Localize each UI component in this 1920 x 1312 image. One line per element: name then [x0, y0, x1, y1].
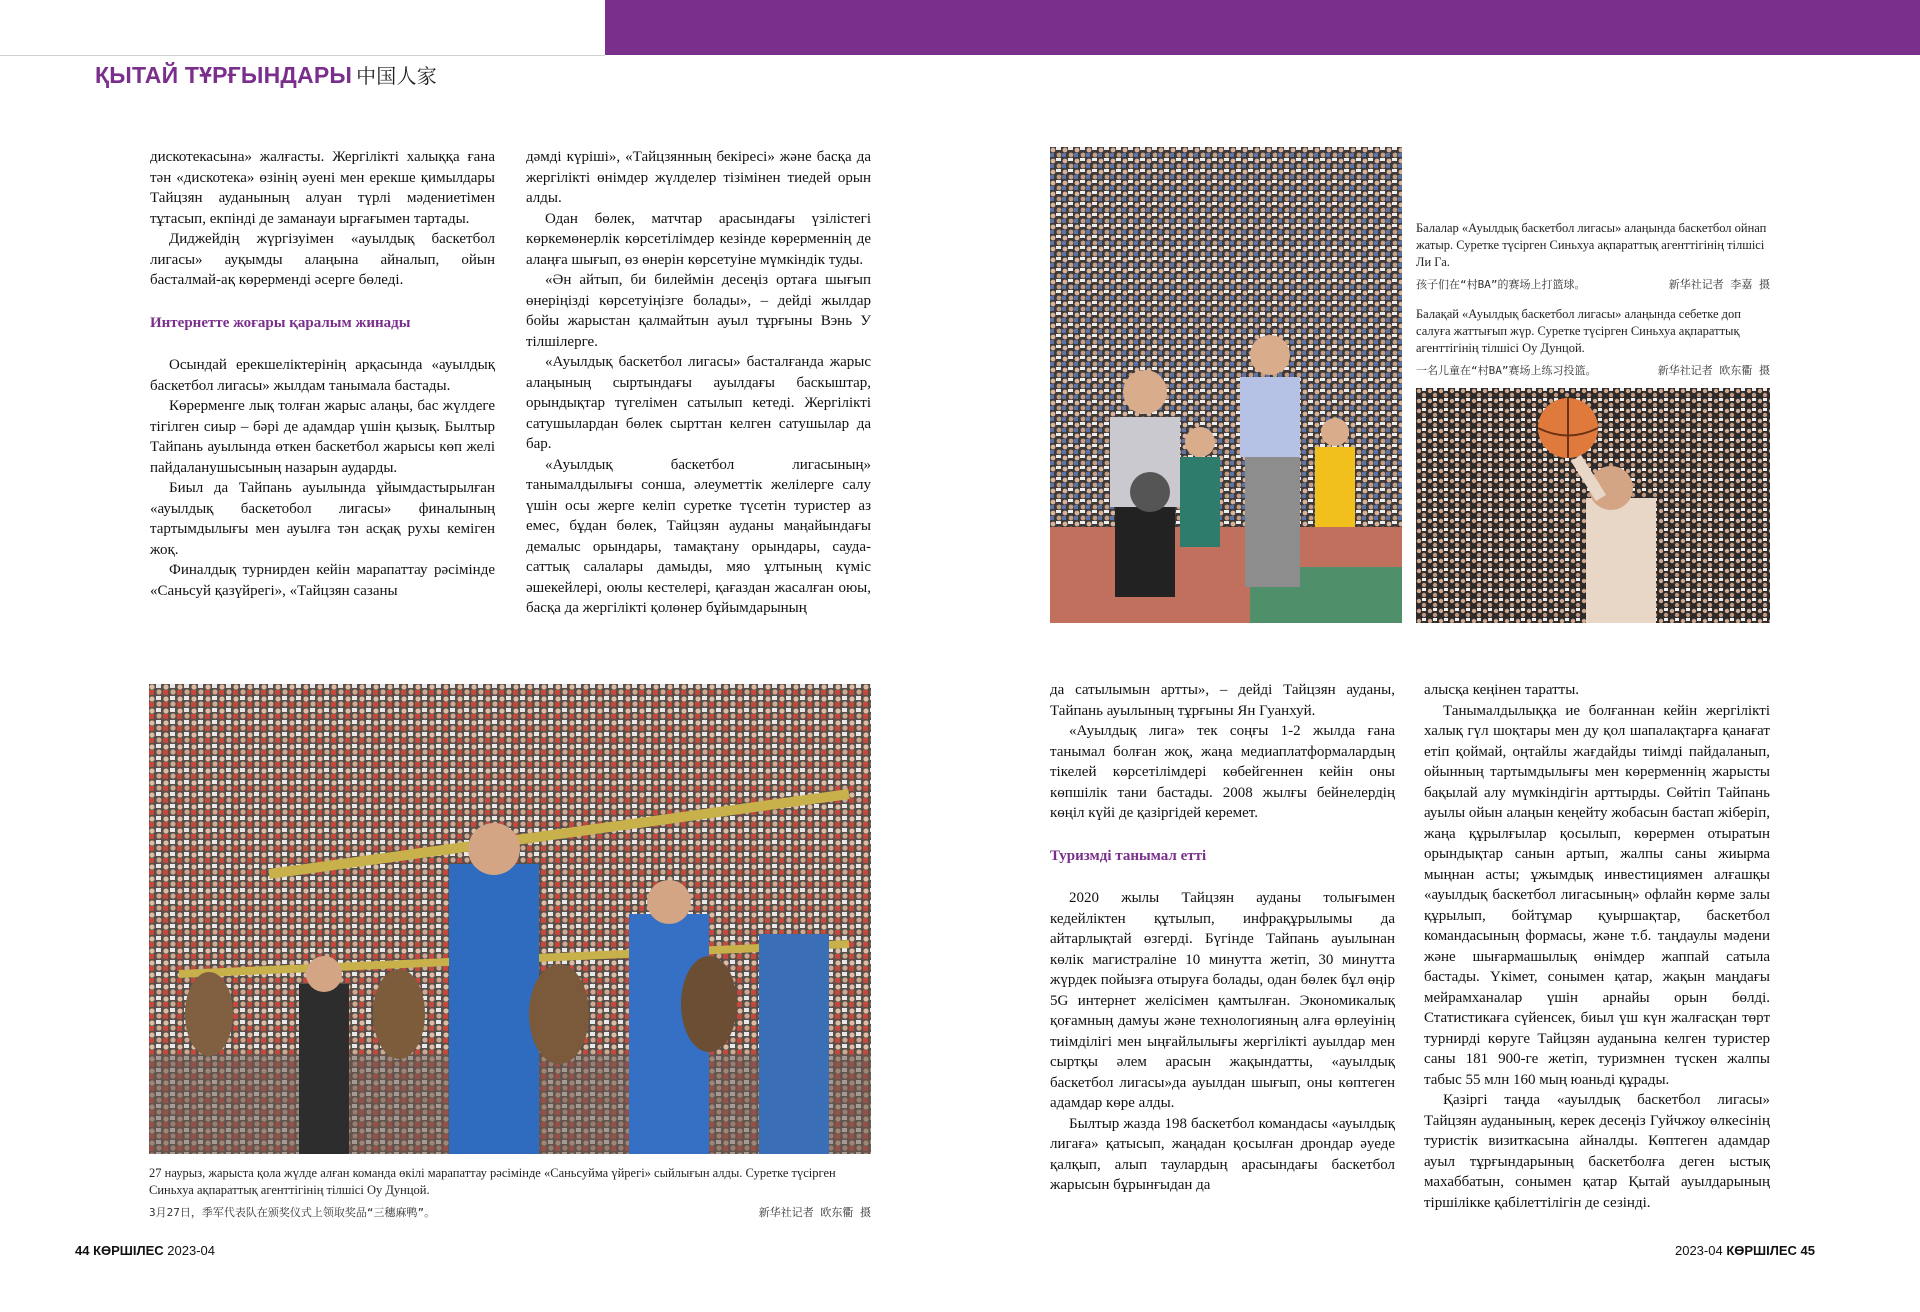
issue-right: 2023-04	[1674, 1243, 1723, 1258]
column-1	[150, 147, 495, 601]
magazine-name-left: КӨРШІЛЕС	[93, 1243, 164, 1258]
caption-cn: 孩子们在“村BA”的赛场上打篮球。	[1416, 278, 1586, 291]
paragraph: «Ауылдық баскетбол лигасының» танымалдылығы соншa, әлеуметтік желілерге салу үшін осы жерге келіп суретке түсетін туристер аз емес, бұдан бөлек, Тайцзян ауданы маңайындағы демалыс орындары, тамақтану орындары, сауда-саттық салалары дамыды, мяо ұлтының күміс әшекейлері, оюлы кестелері, қағаздан жасалған оюы, басқа да жергілікті қолөнер бұйымдарының	[526, 456, 871, 616]
paragraph: алысқа кеңінен таратты.	[1424, 682, 1580, 698]
paragraph: «Ән айтып, би билеймін десеңіз ортаға шығып өнеріңізді көрсетуіңізге болады», – дейді жылдар бойы жарыстан қалмайтын ауыл тұрғыны Вэнь У тілшілерге.	[526, 272, 871, 350]
section-title-cn: 中国人家	[356, 66, 437, 88]
caption-cn-credit: 新华社记者 李嘉 摄	[1668, 278, 1770, 291]
caption-cn-credit: 新华社记者 欧东衢 摄	[1657, 364, 1770, 377]
caption-cn: 3月27日，季军代表队在颁奖仪式上领取奖品“三穗麻鸭”。	[149, 1206, 436, 1219]
folio-left	[75, 1243, 215, 1258]
subheading: Интернетте жоғары қаралым жинады	[150, 314, 411, 331]
paragraph: 2020 жылы Тайцзян ауданы толығымен кедейліктен құтылып, инфрақұрылымы да айтарлықтай өзгерді. Бүгінде Тайпань ауылынан көлік магистраліне 10 минутта жетіп, 30 минутта жүрдек пойызға отыруға болады, одан бөлек бұл өңір 5G интернет желісімен қамтылған. Экономикалық қоғамның дамуы және технологияның алға өрлеуінің тиімділігі мен ыңғайлылығы жергілікті ауылдар мен сыртқы әлем арасын жақындатты, «ауылдық баскетбол лигасы»да ауылдан шығып, оны көптеген адамдар көре алды.	[1050, 890, 1395, 1111]
caption-text: 27 наурыз, жарыста қола жүлде алған команда өкілі марапаттау рәсімінде «Саньсуйма үйрегі» сыйлығын алды. Суретке түсірген Синьхуа ақпараттық агенттігінің тілшісі Оу Дунцой.	[149, 1166, 836, 1197]
column-3	[1050, 680, 1395, 1196]
photo-caption-bottom	[149, 1165, 871, 1221]
caption-text: Балақай «Ауылдық баскетбол лигасы» алаңында себетке доп салуға жаттығып жүр. Суретке түсірген Синьхуа ақпараттық агенттігінің тілшісі Оу Дунцой.	[1416, 307, 1741, 355]
paragraph: Қазіргі таңда «ауылдық баскетбол лигасы» Тайцзян ауданының, керек десеңіз Гуйчжоу өлкесінің туристік визиткасына айналды. Көптеген адамдар ауыл тұрғындарының баскетболға деген ыстық махаббатын, сонымен қатар Қытай ауылдарының тіршілікке қабілеттілігін де сезінді.	[1424, 1092, 1770, 1211]
page-number-right: 45	[1800, 1243, 1815, 1258]
paragraph: Көрерменге лық толған жарыс алаңы, бас жүлдеге тігілген сиыр – бәрі де адамдар үшін қызық. Былтыр Тайпань ауылында өткен баскетбол жарысы көп желі пайдаланушысының назарын аударды.	[150, 398, 495, 476]
header-rule	[0, 55, 605, 56]
paragraph: да сатылымын артты», – дейді Тайцзян ауданы, Тайпань ауылының тұрғыны Ян Гуанхуй.	[1050, 682, 1395, 719]
paragraph: Танымалдылыққа ие болғаннан кейін жергілікті халық гүл шоқтары мен ду қол шапалақтарға қанағат етіп қоймай, оңтайлы жағдайды тиімді пайдаланып, ойынның тартымдылығы мен көрерменнің жарысты бақылай алу мүмкіндігін арттырды. Сөйтіп Тайпань ауылы ойын алаңын кеңейту жобасын бастап жіберіп, жаңа құрылғылар қосылып, көрермен отыратын орындықтар санын артып, жалпы саны жиырма мыңнан асты; ұжымдық инвестициямен алғашқы «ауылдық баскетбол лигасының» офлайн көрме залы құрылып, бойтұмар қуыршақтар, баскетбол командасының формасы, және т.б. таңдаулы мәдени және шығармашылық өнімдер жаппай сатыла бастады. Үкімет, сонымен қатар, жақын маңдағы мейрамханалар үшін арнайы орын бөлді. Статистикаға сүйенсек, биыл үш күн жалғасқан төрт турнирді көруге Тайцзян ауданына келген туристер саны 181 900-ге жетіп, туризмнен түскен жалпы табыс 55 млн 160 мың юаньді құрады.	[1424, 702, 1770, 1088]
folio-right	[1675, 1243, 1815, 1258]
photo-caption-right-1	[1416, 220, 1770, 293]
paragraph: Диджейдің жүргізуімен «ауылдық баскетбол лигасы» ауқымды алаңына айналып, ойын басталмай-ақ көрерменді әсерге бөледі.	[150, 231, 495, 288]
column-2	[526, 147, 871, 619]
paragraph: дәмді күріші», «Тайцзянның бекіресі» және басқа да жергілікті өнімдер жүлделер тізімінен тиедей орын алды.	[526, 149, 871, 206]
paragraph: «Ауылдық баскетбол лигасы» басталғанда жарыс алаңының сыртындағы ауылдағы баскыштар, орындықтар түгелімен сатылып кетеді. Жергілікті сатушылардан бөлек сырттан келген сатушылар да бар.	[526, 354, 871, 452]
issue-left: 2023-04	[167, 1243, 216, 1258]
section-title-text: ҚЫТАЙ ТҰРҒЫНДАРЫ	[95, 62, 353, 88]
child-shooting-photo	[1416, 388, 1770, 623]
caption-text: Балалар «Ауылдық баскетбол лигасы» алаңында баскетбол ойнап жатыр. Суретке түсірген Синьхуа ақпараттық агенттігінің тілшісі Ли Га.	[1416, 221, 1767, 269]
subheading: Туризмді танымал етті	[1050, 847, 1207, 864]
paragraph: Былтыр жазда 198 баскетбол командасы «ауылдық лигаға» қатысып, жаңадан қосылған дрондар әуеде қалқып, алып таулардың арасындағы баскетбол жарысын бұрынғыдан да	[1050, 1115, 1395, 1193]
paragraph: Осындай ерекшеліктерінің арқасында «ауылдық баскетбол лигасы» жылдам танымала бастады.	[150, 357, 495, 394]
caption-cn: 一名儿童在“村BA”赛场上练习投篮。	[1416, 364, 1597, 377]
paragraph: Одан бөлек, матчтар арасындағы үзілістегі көркемөнерлік көрсетілімдер кезінде көрерменнің де алаңға шығып, өз өнерін көрсетуіне мүмкіндік туды.	[526, 210, 871, 268]
award-ceremony-photo	[149, 684, 871, 1154]
paragraph: дискотекасына» жалғасты. Жергілікті халыққа ғана тән «дискотека» өзінің әуені мен ерекше қимылдары Тайцзян ауданының алуан түрлі мәдениетімен тұтасып, екпінді де заманауи ырғағымен тартады.	[150, 149, 495, 227]
magazine-name-right: КӨРШІЛЕС	[1726, 1243, 1797, 1258]
page-number-left: 44	[75, 1243, 90, 1258]
paragraph: Биыл да Тайпань ауылында ұйымдастырылған «ауылдық баскетобол лигасы» финалының тартымдылығы мен ауылға тән асқақ рухы кеміген жоқ.	[150, 480, 495, 558]
caption-cn-credit: 新华社记者 欧东衢 摄	[758, 1206, 871, 1219]
paragraph: Финалдық турнирден кейін марапаттау рәсімінде «Саньсуй қазүйрегі», «Тайцзян сазаны	[150, 562, 495, 599]
paragraph: «Ауылдық лига» тек соңғы 1-2 жылда ғана танымал болған жоқ, жаңа медиаплатформалардың тікелей көрсетілімдері көбейгеннен кейін оны көпшілік тани бастады. 2008 жылғы бейнелердің көңіл күйі де қазіргідей керемет.	[1050, 723, 1395, 821]
section-title	[95, 60, 437, 89]
photo-caption-right-2	[1416, 306, 1770, 379]
children-basketball-photo	[1050, 147, 1402, 623]
header-accent-bar	[605, 0, 1920, 55]
column-4	[1424, 680, 1770, 1213]
